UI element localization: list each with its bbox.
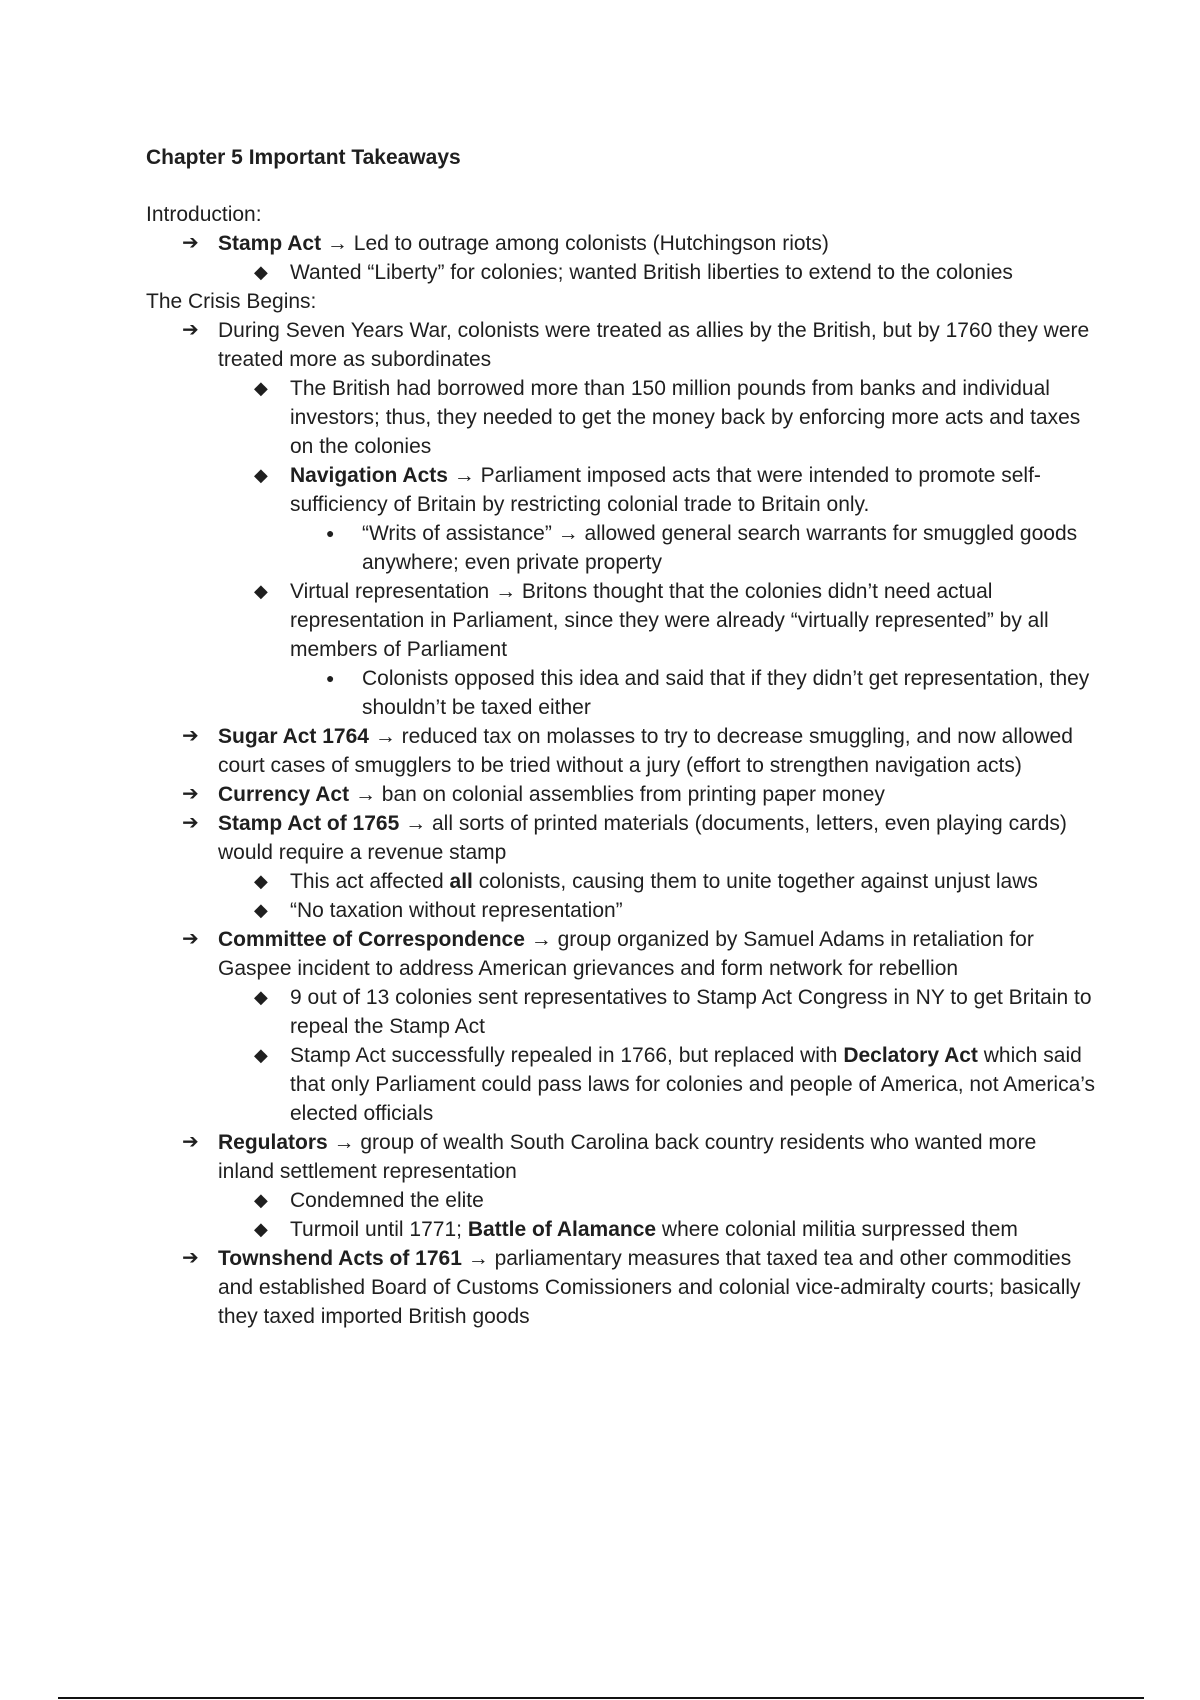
section-heading: The Crisis Begins:: [146, 290, 317, 313]
term: Townshend Acts of 1761: [218, 1247, 462, 1270]
sections-container: [146, 200, 1096, 1331]
item-text: parliamentary measures that taxed tea and other commodities and established Board of Customs Comissioners and colonial vice-admiralty courts; basically they taxed imported British goods: [218, 1247, 1081, 1328]
item-lead-text: This act affected: [290, 870, 450, 893]
diamond-bullet-icon: ◆: [254, 1045, 268, 1065]
list-item: [146, 258, 1096, 287]
arrow-bullet-icon: ➔: [182, 319, 199, 341]
term: Stamp Act: [218, 232, 322, 255]
item-lead-text: “Writs of assistance”: [362, 522, 552, 545]
list-item: [146, 461, 1096, 519]
diamond-bullet-icon: ◆: [254, 465, 268, 485]
item-text: ban on colonial assemblies from printing paper money: [381, 783, 885, 806]
item-text: group of wealth South Carolina back country residents who wanted more inland settlement representation: [218, 1131, 1037, 1183]
diamond-bullet-icon: ◆: [254, 871, 268, 891]
emphasis: all: [449, 870, 473, 893]
emphasis: Declatory Act: [843, 1044, 978, 1067]
footer-rule: [58, 1697, 1144, 1699]
arrow-bullet-icon: ➔: [182, 812, 199, 834]
document-title: Chapter 5 Important Takeaways: [146, 146, 461, 169]
item-text: Condemned the elite: [290, 1189, 484, 1212]
list-item: [146, 664, 1096, 722]
list-item: [146, 896, 1096, 925]
item-text: allowed general search warrants for smuggled goods anywhere; even private property: [362, 522, 1078, 574]
diamond-bullet-icon: ◆: [254, 262, 268, 282]
arrow-bullet-icon: ➔: [182, 232, 199, 254]
section-list: [146, 229, 1096, 287]
list-item: [146, 374, 1096, 461]
item-lead-text: Turmoil until 1771;: [290, 1218, 468, 1241]
arrow-bullet-icon: ➔: [182, 1131, 199, 1153]
right-arrow-icon: →: [557, 522, 579, 545]
item-lead-text: Virtual representation: [290, 580, 490, 603]
right-arrow-icon: →: [326, 232, 348, 255]
list-item: [146, 1244, 1096, 1331]
term: Stamp Act of 1765: [218, 812, 400, 835]
item-text: Britons thought that the colonies didn’t need actual representation in Parliament, since they were already “virtually represented” by all members of Parliament: [290, 580, 1049, 661]
arrow-bullet-icon: ➔: [182, 725, 199, 747]
emphasis: Battle of Alamance: [467, 1218, 657, 1241]
arrow-bullet-icon: ➔: [182, 1247, 199, 1269]
term: Committee of Correspondence: [218, 928, 525, 951]
dot-bullet-icon: ●: [326, 525, 335, 541]
list-item: [146, 780, 1096, 809]
list-item: [146, 1215, 1096, 1244]
diamond-bullet-icon: ◆: [254, 900, 268, 920]
term: Navigation Acts: [290, 464, 448, 487]
diamond-bullet-icon: ◆: [254, 378, 268, 398]
list-item: [146, 1186, 1096, 1215]
term: Currency Act: [218, 783, 350, 806]
list-item: [146, 316, 1096, 374]
list-item: [146, 229, 1096, 258]
item-text: Colonists opposed this idea and said that if they didn’t get representation, they shouldn’t be taxed either: [362, 667, 1090, 719]
list-item: [146, 983, 1096, 1041]
diamond-bullet-icon: ◆: [254, 1190, 268, 1210]
right-arrow-icon: →: [467, 1247, 489, 1270]
item-text: “No taxation without representation”: [290, 899, 623, 922]
item-text: During Seven Years War, colonists were treated as allies by the British, but by 1760 they were treated more as subordinates: [218, 319, 1090, 371]
item-text: which said that only Parliament could pass laws for colonies and people of America, not America’s elected officials: [290, 1044, 1096, 1125]
diamond-bullet-icon: ◆: [254, 1219, 268, 1239]
right-arrow-icon: →: [374, 725, 396, 748]
item-text: Parliament imposed acts that were intended to promote self-sufficiency of Britain by restricting colonial trade to Britain only.: [290, 464, 1041, 516]
diamond-bullet-icon: ◆: [254, 987, 268, 1007]
list-item: [146, 1128, 1096, 1186]
list-item: [146, 925, 1096, 983]
list-item: [146, 519, 1096, 577]
list-item: [146, 809, 1096, 867]
section-list: [146, 316, 1096, 1331]
right-arrow-icon: →: [405, 812, 427, 835]
list-item: [146, 1041, 1096, 1128]
term: Regulators: [218, 1131, 328, 1154]
list-item: [146, 722, 1096, 780]
right-arrow-icon: →: [495, 580, 517, 603]
item-text: The British had borrowed more than 150 million pounds from banks and individual investors; thus, they needed to get the money back by enforcing more acts and taxes on the colonies: [290, 377, 1081, 458]
right-arrow-icon: →: [354, 783, 376, 806]
item-text: 9 out of 13 colonies sent representatives to Stamp Act Congress in NY to get Britain to repeal the Stamp Act: [290, 986, 1092, 1038]
diamond-bullet-icon: ◆: [254, 581, 268, 601]
item-lead-text: Stamp Act successfully repealed in 1766, but replaced with: [290, 1044, 844, 1067]
dot-bullet-icon: ●: [326, 670, 335, 686]
right-arrow-icon: →: [333, 1131, 355, 1154]
item-text: Wanted “Liberty” for colonies; wanted British liberties to extend to the colonies: [290, 261, 1013, 284]
item-text: reduced tax on molasses to try to decrease smuggling, and now allowed court cases of smugglers to be tried without a jury (effort to strengthen navigation acts): [218, 725, 1073, 777]
item-text: group organized by Samuel Adams in retaliation for Gaspee incident to address American grievances and form network for rebellion: [218, 928, 1034, 980]
item-text: where colonial militia surpressed them: [656, 1218, 1018, 1241]
item-text: Led to outrage among colonists (Hutchingson riots): [353, 232, 829, 255]
list-item: [146, 867, 1096, 896]
item-text: colonists, causing them to unite together against unjust laws: [472, 870, 1038, 893]
item-text: all sorts of printed materials (documents, letters, even playing cards) would require a revenue stamp: [218, 812, 1067, 864]
arrow-bullet-icon: ➔: [182, 928, 199, 950]
term: Sugar Act 1764: [218, 725, 369, 748]
document-body: [146, 143, 1096, 1331]
section-heading: Introduction:: [146, 203, 262, 226]
right-arrow-icon: →: [453, 464, 475, 487]
list-item: [146, 577, 1096, 664]
right-arrow-icon: →: [530, 928, 552, 951]
arrow-bullet-icon: ➔: [182, 783, 199, 805]
